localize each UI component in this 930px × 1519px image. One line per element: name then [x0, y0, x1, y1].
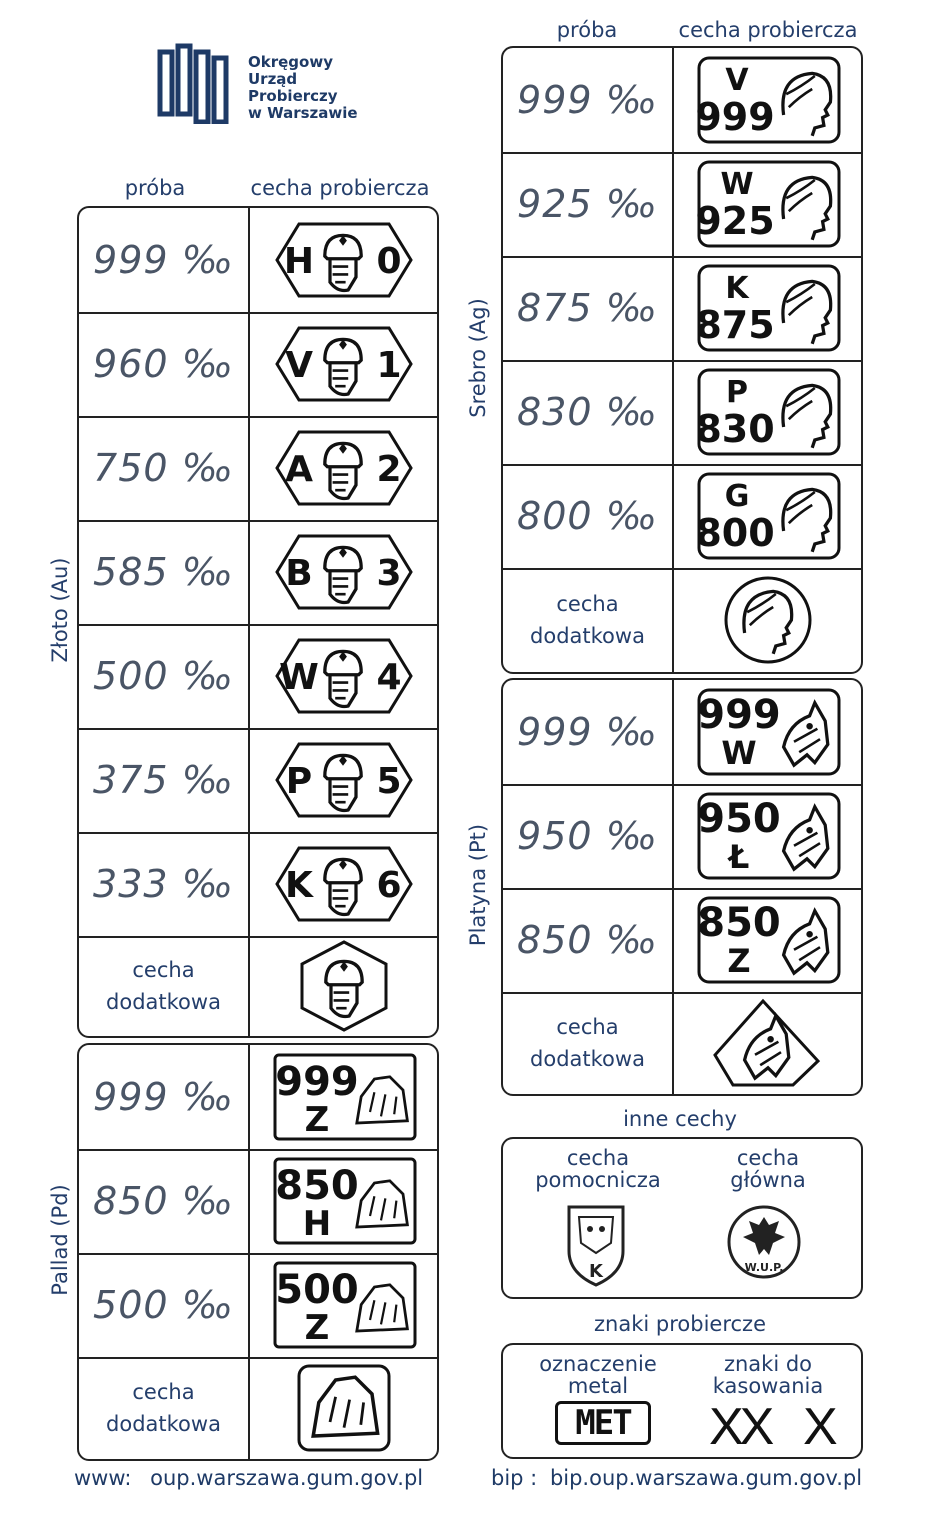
left-header-proba: próba — [124, 176, 186, 200]
silver-mark-letter: V — [724, 63, 749, 98]
silver-extra-label-cell — [503, 568, 674, 672]
platinum-extra-label-1: cecha — [556, 1015, 619, 1039]
palladium-hallmark-icon — [269, 1051, 419, 1143]
gold-fineness-cell — [79, 624, 250, 728]
gold-fineness-cell — [79, 728, 250, 832]
gold-hallmark-icon — [269, 838, 419, 930]
silver-fineness-cell — [503, 152, 674, 256]
gold-fineness-cell — [79, 520, 250, 624]
silver-fineness-cell — [503, 464, 674, 568]
gold-row — [79, 832, 437, 938]
silver-panel — [501, 46, 863, 674]
gold-extra-mark-icon — [279, 938, 409, 1034]
silver-mark-number: 999 — [694, 95, 775, 139]
gold-fineness: 500 ‰ — [93, 654, 234, 698]
metal-mark-label-2: metal — [567, 1374, 629, 1398]
platinum-row — [503, 680, 861, 786]
gold-mark-cell — [250, 208, 437, 312]
gold-mark-letter: B — [284, 553, 313, 594]
other-marks-title: inne cechy — [623, 1107, 737, 1131]
right-header-cecha: cecha probiercza — [678, 18, 858, 42]
gold-mark-cell — [250, 728, 437, 832]
gold-mark-digit: 0 — [375, 241, 402, 282]
silver-mark-letter: W — [719, 167, 754, 202]
silver-mark-cell — [674, 360, 861, 464]
left-header-cecha: cecha probiercza — [250, 176, 430, 200]
silver-mark-letter: K — [724, 271, 749, 306]
metal-mark-box — [555, 1401, 651, 1445]
gold-fineness-cell — [79, 312, 250, 416]
palladium-label: Pallad (Pd) — [48, 1184, 72, 1296]
palladium-mark-cell — [250, 1253, 437, 1357]
gold-hallmark-icon — [269, 734, 419, 826]
silver-row — [503, 256, 861, 362]
platinum-mark-letter: Z — [726, 942, 751, 980]
palladium-mark-number: 850 — [274, 1163, 359, 1209]
assay-signs-panel — [501, 1343, 863, 1459]
gold-hallmark-icon — [269, 422, 419, 514]
main-mark-label-1: cecha — [736, 1146, 800, 1170]
gold-hallmark-icon — [269, 526, 419, 618]
silver-mark-letter: G — [724, 479, 749, 514]
silver-extra-label-2: dodatkowa — [530, 624, 645, 648]
gold-mark-cell — [250, 520, 437, 624]
gold-row — [79, 416, 437, 522]
silver-fineness: 999 ‰ — [517, 78, 658, 122]
cancel-mark-double: XX — [709, 1398, 771, 1456]
gold-fineness-cell — [79, 832, 250, 936]
platinum-mark-letter: Ł — [728, 838, 749, 876]
platinum-mark-number: 850 — [696, 900, 781, 946]
aux-mark-shield-icon — [565, 1203, 627, 1289]
silver-fineness: 875 ‰ — [517, 286, 658, 330]
silver-mark-cell — [674, 48, 861, 152]
cancel-mark-label-1: znaki do — [723, 1352, 813, 1376]
platinum-extra-row — [503, 992, 861, 1094]
silver-fineness-cell — [503, 48, 674, 152]
palladium-row — [79, 1045, 437, 1151]
platinum-hallmark-icon — [693, 790, 843, 882]
palladium-mark-cell — [250, 1149, 437, 1253]
cancel-mark-single: X — [803, 1398, 838, 1456]
palladium-row — [79, 1253, 437, 1359]
silver-mark-number: 830 — [694, 407, 775, 451]
gold-row — [79, 208, 437, 314]
palladium-mark-letter: Z — [304, 1308, 329, 1348]
gold-label: Złoto (Au) — [48, 557, 72, 663]
silver-fineness-cell — [503, 256, 674, 360]
assay-signs-title: znaki probiercze — [594, 1312, 766, 1336]
palladium-mark-cell — [250, 1045, 437, 1149]
platinum-mark-cell — [674, 888, 861, 992]
silver-fineness: 830 ‰ — [517, 390, 658, 434]
gold-mark-digit: 1 — [375, 345, 402, 386]
cancel-mark-label-2: kasowania — [712, 1374, 824, 1398]
gum-logo-icon — [150, 42, 240, 124]
platinum-extra-label-cell — [503, 992, 674, 1094]
silver-row — [503, 464, 861, 570]
silver-mark-number: 875 — [694, 303, 775, 347]
platinum-mark-number: 950 — [696, 796, 781, 842]
silver-mark-cell — [674, 256, 861, 360]
silver-extra-mark-cell — [674, 568, 861, 672]
gold-fineness: 960 ‰ — [93, 342, 234, 386]
right-header-proba: próba — [556, 18, 618, 42]
platinum-fineness: 999 ‰ — [517, 710, 658, 754]
silver-mark-cell — [674, 152, 861, 256]
silver-mark-letter: P — [725, 375, 748, 410]
platinum-mark-cell — [674, 680, 861, 784]
gold-hallmark-icon — [269, 630, 419, 722]
gold-mark-letter: W — [278, 657, 319, 698]
gold-mark-cell — [250, 416, 437, 520]
gold-hallmark-icon — [269, 318, 419, 410]
silver-row — [503, 48, 861, 154]
palladium-fineness-cell — [79, 1253, 250, 1357]
metal-mark-text: MET — [575, 1403, 631, 1443]
silver-fineness-cell — [503, 360, 674, 464]
gold-mark-cell — [250, 624, 437, 728]
gold-fineness-cell — [79, 416, 250, 520]
silver-fineness: 800 ‰ — [517, 494, 658, 538]
gold-fineness: 585 ‰ — [93, 550, 234, 594]
aux-mark-letter: K — [589, 1261, 603, 1282]
palladium-mark-letter: Z — [304, 1100, 329, 1140]
footer-www-link[interactable]: oup.warszawa.gum.gov.pl — [150, 1466, 424, 1490]
palladium-extra-row — [79, 1357, 437, 1459]
platinum-fineness-cell — [503, 784, 674, 888]
palladium-extra-label-cell — [79, 1357, 250, 1459]
platinum-fineness-cell — [503, 888, 674, 992]
gold-extra-label-2: dodatkowa — [106, 990, 221, 1014]
platinum-mark-cell — [674, 784, 861, 888]
gold-row — [79, 624, 437, 730]
platinum-row — [503, 784, 861, 890]
silver-row — [503, 360, 861, 466]
silver-extra-row — [503, 568, 861, 672]
footer-bip-label: bip : — [491, 1466, 538, 1490]
platinum-mark-number: 999 — [696, 692, 781, 738]
silver-fineness: 925 ‰ — [517, 182, 658, 226]
gold-row — [79, 520, 437, 626]
gold-hallmark-icon — [269, 214, 419, 306]
footer-www-label: www: — [74, 1466, 132, 1490]
gold-extra-label-cell — [79, 936, 250, 1036]
gold-row — [79, 728, 437, 834]
silver-hallmark-icon — [693, 366, 843, 458]
palladium-fineness-cell — [79, 1045, 250, 1149]
gold-mark-letter: V — [284, 345, 313, 386]
main-mark-text: W.U.P. — [744, 1261, 784, 1274]
palladium-fineness: 999 ‰ — [93, 1075, 234, 1119]
aux-mark-label-2: pomocnicza — [535, 1168, 661, 1192]
platinum-mark-letter: W — [720, 734, 757, 772]
silver-hallmark-icon — [693, 54, 843, 146]
platinum-extra-mark-icon — [703, 995, 833, 1091]
silver-mark-cell — [674, 464, 861, 568]
silver-hallmark-icon — [693, 158, 843, 250]
footer-bip-link[interactable]: bip.oup.warszawa.gum.gov.pl — [549, 1466, 863, 1490]
palladium-extra-label-1: cecha — [132, 1380, 195, 1404]
gold-panel — [77, 206, 439, 1038]
palladium-hallmark-icon — [269, 1259, 419, 1351]
platinum-extra-label-2: dodatkowa — [530, 1047, 645, 1071]
logo — [150, 42, 390, 132]
silver-hallmark-icon — [693, 470, 843, 562]
gold-mark-digit: 2 — [375, 449, 402, 490]
gold-fineness: 750 ‰ — [93, 446, 234, 490]
other-marks-panel — [501, 1137, 863, 1299]
platinum-hallmark-icon — [693, 686, 843, 778]
gold-mark-digit: 5 — [375, 761, 402, 802]
main-mark-eagle-icon — [725, 1203, 803, 1281]
palladium-fineness-cell — [79, 1149, 250, 1253]
aux-mark-label-1: cecha — [566, 1146, 630, 1170]
silver-extra-label-1: cecha — [556, 592, 619, 616]
platinum-label: Platyna (Pt) — [466, 823, 490, 947]
palladium-mark-number: 999 — [274, 1059, 359, 1105]
platinum-fineness-cell — [503, 680, 674, 784]
gold-row — [79, 312, 437, 418]
gold-fineness: 333 ‰ — [93, 862, 234, 906]
gold-extra-label-1: cecha — [132, 958, 195, 982]
palladium-panel — [77, 1043, 439, 1461]
metal-mark-label-1: oznaczenie — [539, 1352, 657, 1376]
logo-line-2: Urząd — [248, 70, 298, 88]
gold-mark-digit: 4 — [375, 657, 402, 698]
palladium-hallmark-icon — [269, 1155, 419, 1247]
gold-mark-digit: 6 — [375, 865, 402, 906]
platinum-hallmark-icon — [693, 894, 843, 986]
gold-extra-mark-cell — [250, 936, 437, 1036]
gold-mark-cell — [250, 832, 437, 936]
palladium-extra-mark-cell — [250, 1357, 437, 1459]
gold-mark-cell — [250, 312, 437, 416]
gold-fineness-cell — [79, 208, 250, 312]
palladium-fineness: 500 ‰ — [93, 1283, 234, 1327]
silver-row — [503, 152, 861, 258]
palladium-fineness: 850 ‰ — [93, 1179, 234, 1223]
gold-mark-letter: P — [285, 761, 312, 802]
gold-fineness: 375 ‰ — [93, 758, 234, 802]
silver-mark-number: 925 — [694, 199, 775, 243]
palladium-mark-number: 500 — [274, 1267, 359, 1313]
palladium-extra-mark-icon — [279, 1360, 409, 1456]
logo-line-4: w Warszawie — [248, 104, 358, 122]
palladium-mark-letter: H — [302, 1204, 331, 1244]
logo-line-1: Okręgowy — [248, 53, 333, 71]
silver-mark-number: 800 — [694, 511, 775, 555]
platinum-row — [503, 888, 861, 994]
platinum-fineness: 850 ‰ — [517, 918, 658, 962]
main-mark-label-2: główna — [730, 1168, 806, 1192]
silver-extra-mark-icon — [703, 572, 833, 668]
platinum-panel — [501, 678, 863, 1096]
platinum-fineness: 950 ‰ — [517, 814, 658, 858]
silver-hallmark-icon — [693, 262, 843, 354]
logo-line-3: Probierczy — [248, 87, 338, 105]
palladium-extra-label-2: dodatkowa — [106, 1412, 221, 1436]
silver-label: Srebro (Ag) — [466, 298, 490, 418]
platinum-extra-mark-cell — [674, 992, 861, 1094]
gold-extra-row — [79, 936, 437, 1036]
gold-mark-letter: K — [284, 865, 313, 906]
gold-mark-letter: A — [284, 449, 313, 490]
gold-mark-letter: H — [283, 241, 314, 282]
gold-fineness: 999 ‰ — [93, 238, 234, 282]
palladium-row — [79, 1149, 437, 1255]
gold-mark-digit: 3 — [375, 553, 402, 594]
